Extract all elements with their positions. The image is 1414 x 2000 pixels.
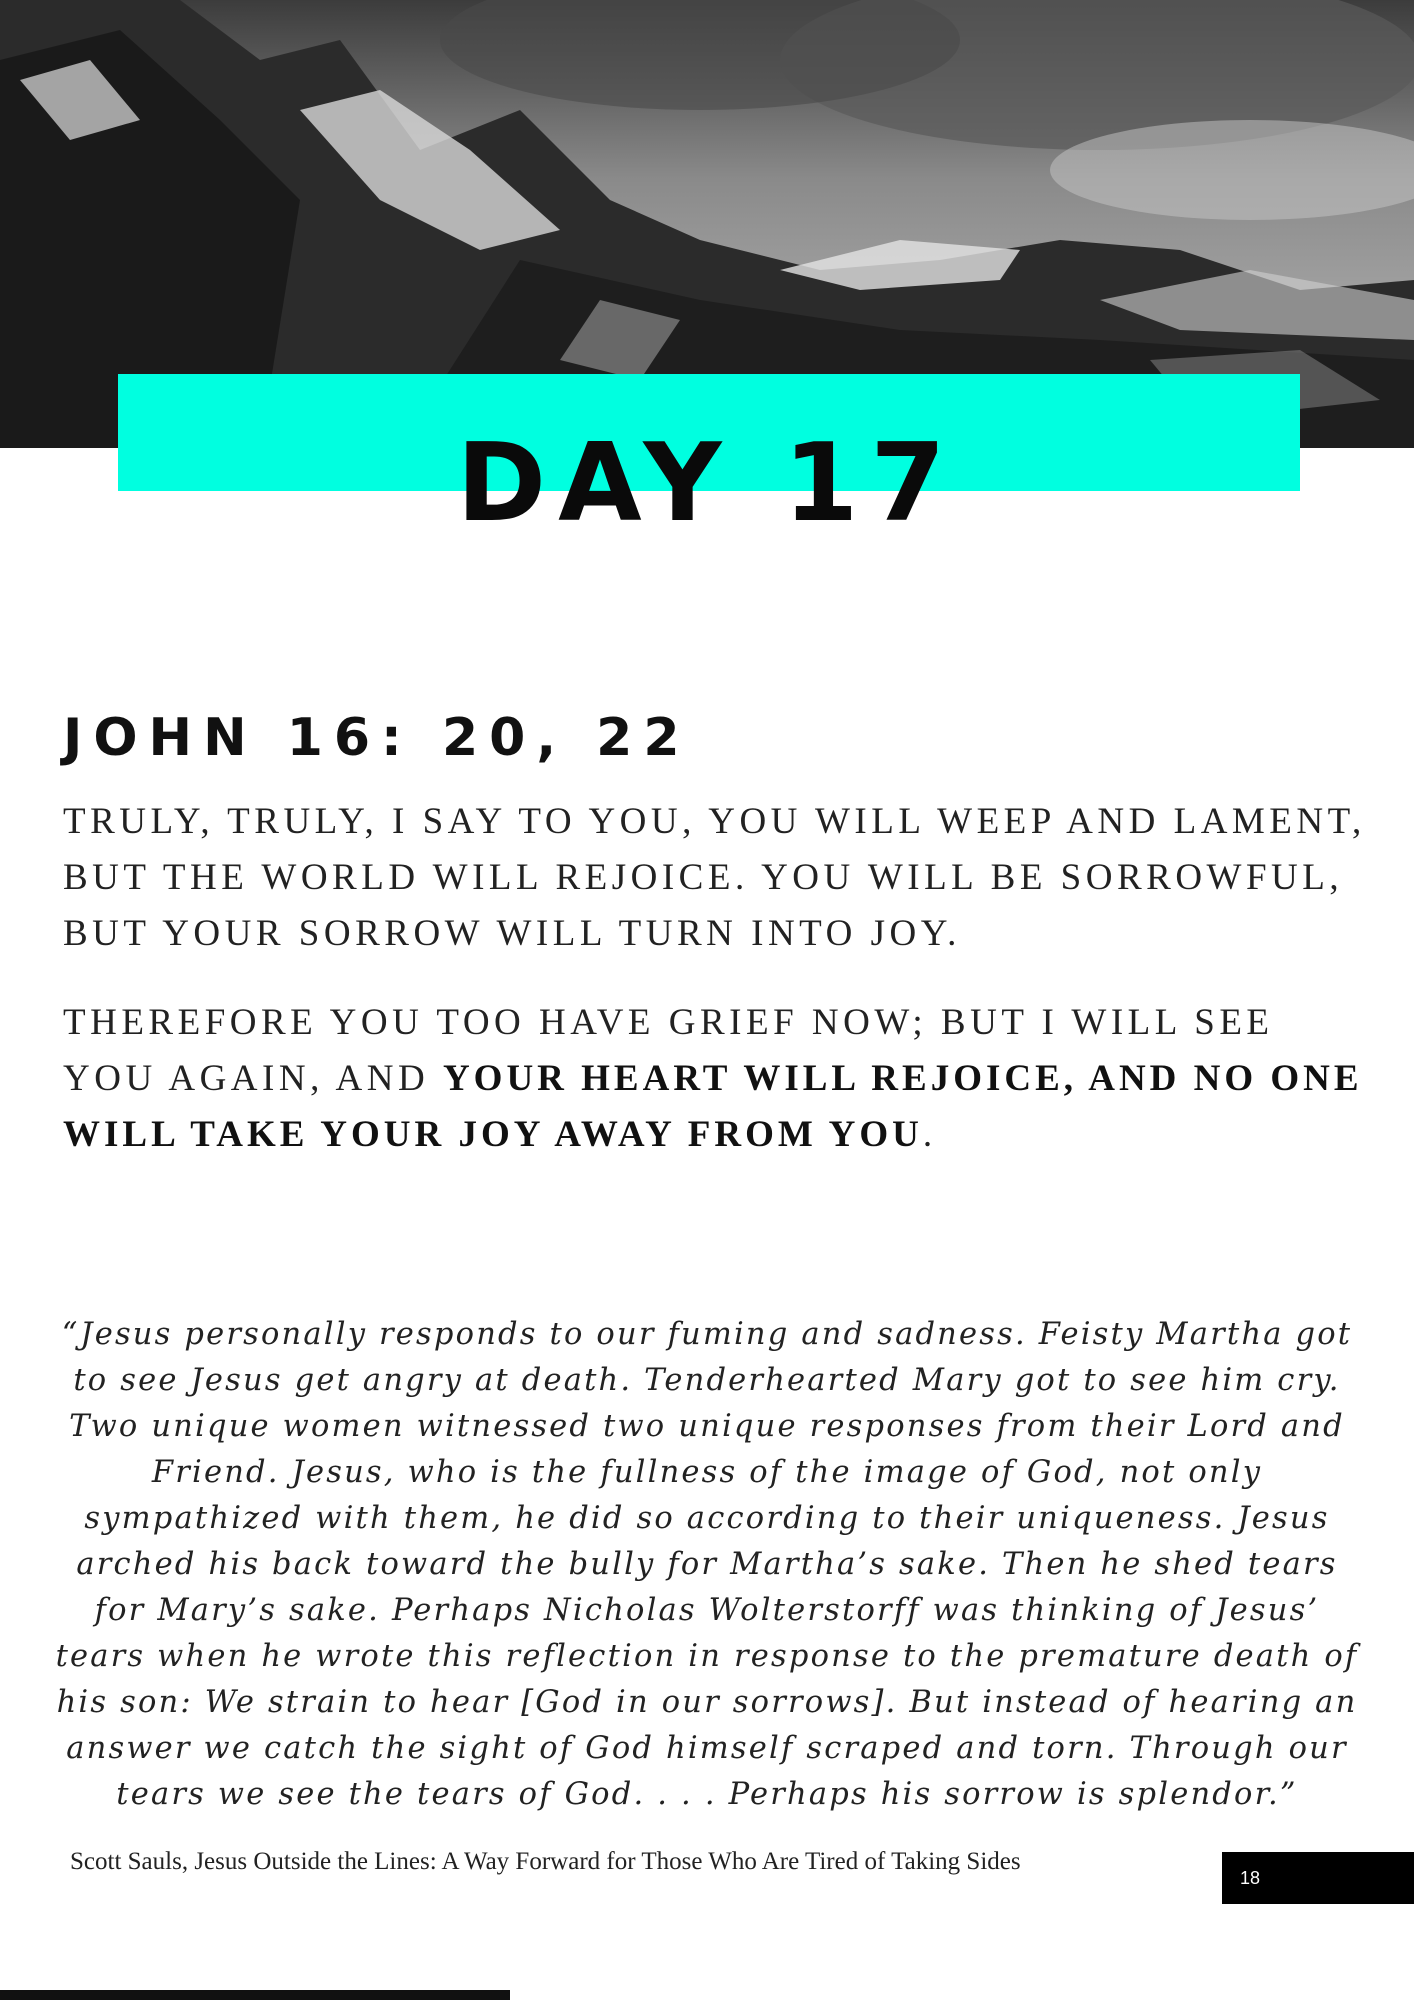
bottom-strip [0, 1990, 510, 2000]
verse-22-emphasis: YOUR HEART WILL REJOICE, AND NO ONE WILL TAKE YOUR JOY AWAY FROM YOU [63, 1058, 1363, 1155]
day-title: DAY 17 [456, 421, 958, 546]
quote-citation: Scott Sauls, Jesus Outside the Lines: A Way Forward for Those Who Are Tired of Taking Sides [70, 1848, 1021, 1875]
verse-22-plain: THEREFORE YOU TOO HAVE GRIEF NOW; BUT I WILL SEE YOU AGAIN, AND [63, 1002, 1274, 1099]
verse-20: TRULY, TRULY, I SAY TO YOU, YOU WILL WEEP AND LAMENT, BUT THE WORLD WILL REJOICE. YOU WILL BE SORROWFUL, BUT YOUR SORROW WILL TURN INTO JOY. [63, 801, 1366, 954]
page-number: 18 [1222, 1852, 1414, 1904]
verse-22-end: . [922, 1114, 937, 1155]
reflection-quote: “Jesus personally responds to our fuming and sadness. Feisty Martha got to see Jesus get angry at death. Tenderhearted Mary got to see him cry. Two unique women witnessed two unique responses from their Lord and Friend. Jesus, who is the fullness of the image of God, not only sympathized with them, he did so according to their uniqueness. Jesus arched his back toward the bully for Martha’s sake. Then he shed tears for Mary’s sake. Perhaps Nicholas Wolterstorff was thinking of Jesus’ tears when he wrote this reflection in response to the premature death of his son: We strain to hear [God in our sorrows]. But instead of hearing an answer we catch the sight of God himself scraped and torn. Through our tears we see the tears of God. . . . Perhaps his sorrow is splendor.” [55, 1317, 1359, 1812]
verse-22 [63, 995, 1373, 1163]
scripture-reference: JOHN 16: 20, 22 [63, 708, 691, 768]
